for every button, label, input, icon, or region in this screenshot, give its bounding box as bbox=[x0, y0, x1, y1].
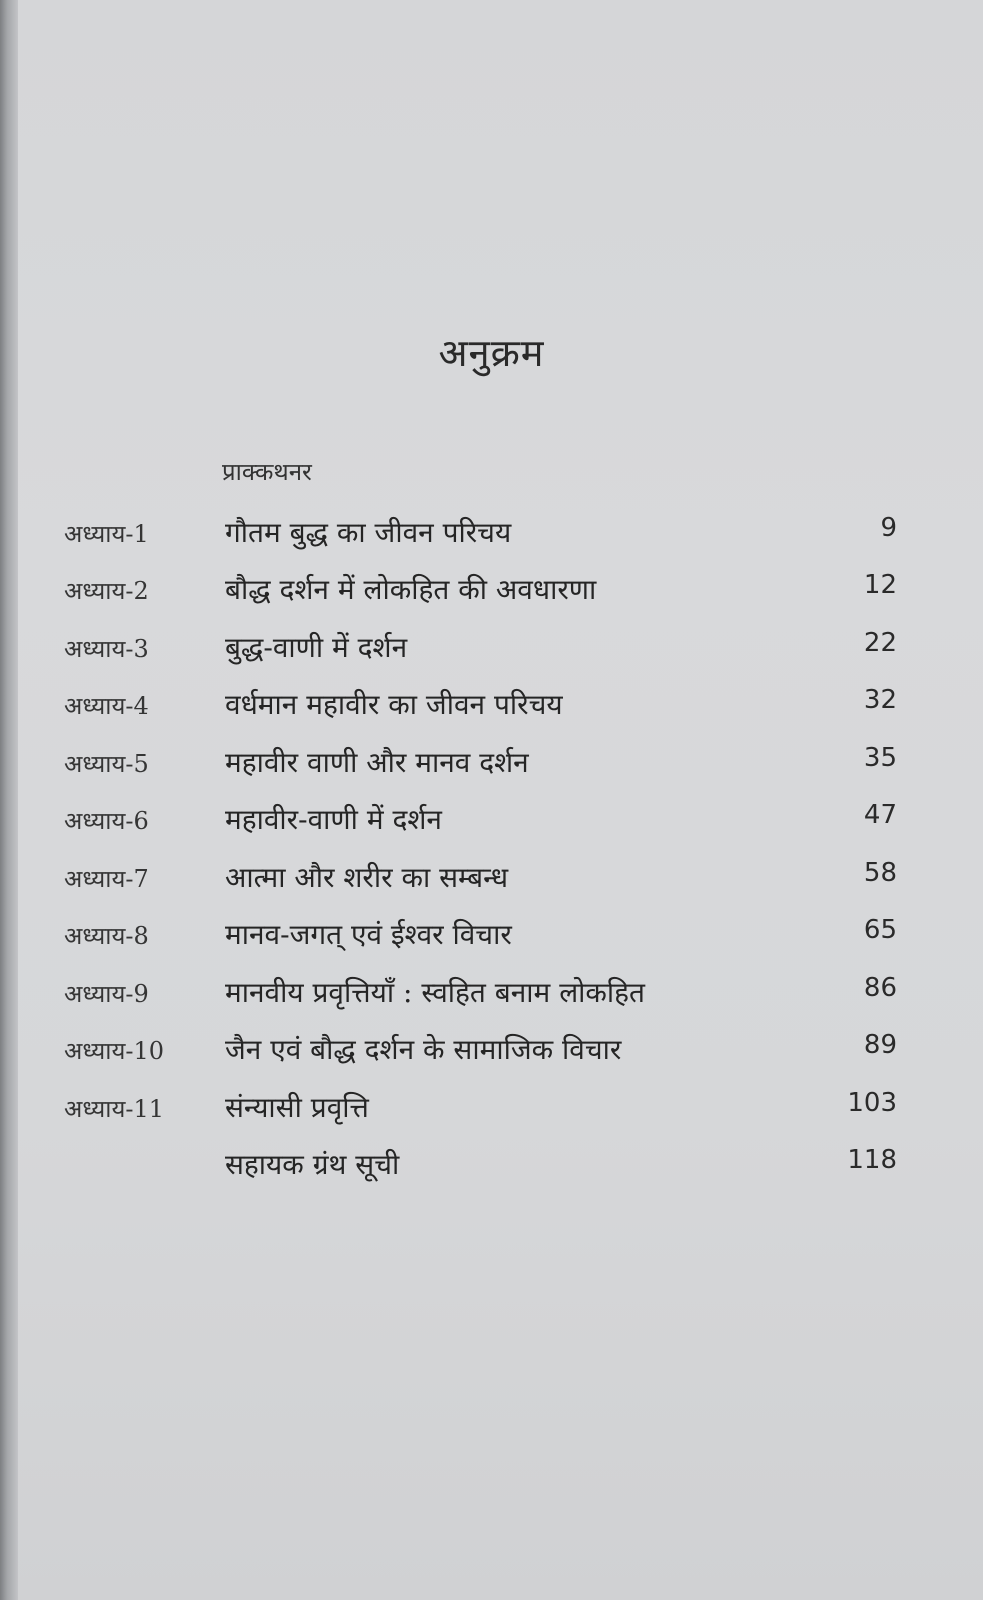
toc-chapter-title: बुद्ध-वाणी में दर्शन bbox=[225, 630, 408, 664]
toc-page-number: 22 bbox=[863, 627, 897, 658]
toc-preface-row bbox=[0, 455, 983, 513]
toc-chapter-number: अध्याय-2 bbox=[64, 577, 149, 605]
toc-chapter-title: जैन एवं बौद्ध दर्शन के सामाजिक विचार bbox=[225, 1033, 622, 1066]
toc-row bbox=[0, 800, 983, 858]
toc-chapter-title: बौद्ध दर्शन में लोकहित की अवधारणा bbox=[225, 573, 597, 606]
toc-chapter-number: अध्याय-10 bbox=[64, 1037, 165, 1065]
toc-chapter-title: सहायक ग्रंथ सूची bbox=[225, 1148, 400, 1181]
toc-page-number: 32 bbox=[863, 685, 897, 715]
toc-page-number: 58 bbox=[863, 857, 897, 888]
toc-row bbox=[0, 973, 983, 1031]
table-of-contents bbox=[0, 455, 983, 1203]
toc-preface: प्राक्कथनर bbox=[222, 458, 312, 486]
toc-page-number: 12 bbox=[863, 570, 897, 600]
toc-page-number: 65 bbox=[863, 915, 897, 945]
toc-page-number: 9 bbox=[880, 512, 897, 543]
toc-row bbox=[0, 628, 983, 686]
page-title: अनुक्रम bbox=[438, 331, 545, 375]
toc-chapter-number: अध्याय-1 bbox=[64, 519, 149, 548]
toc-chapter-number: अध्याय-5 bbox=[64, 749, 149, 778]
toc-chapter-number: अध्याय-8 bbox=[64, 922, 149, 950]
toc-chapter-title: महावीर वाणी और मानव दर्शन bbox=[225, 745, 529, 779]
toc-chapter-number: अध्याय-11 bbox=[64, 1094, 165, 1123]
toc-chapter-title: गौतम बुद्ध का जीवन परिचय bbox=[225, 515, 512, 549]
toc-page-number: 47 bbox=[863, 800, 897, 830]
toc-row bbox=[0, 858, 983, 916]
toc-row bbox=[0, 1030, 983, 1088]
toc-page-number: 86 bbox=[863, 972, 897, 1003]
toc-page-number: 35 bbox=[863, 742, 897, 773]
toc-chapter-number: अध्याय-3 bbox=[64, 634, 149, 663]
toc-page-number: 118 bbox=[847, 1145, 897, 1175]
toc-chapter-title: महावीर-वाणी में दर्शन bbox=[225, 803, 442, 836]
toc-chapter-number: अध्याय-9 bbox=[64, 979, 149, 1008]
toc-chapter-title: आत्मा और शरीर का सम्बन्ध bbox=[225, 860, 509, 894]
toc-chapter-number: अध्याय-7 bbox=[64, 864, 149, 893]
toc-chapter-title: संन्यासी प्रवृत्ति bbox=[225, 1090, 369, 1124]
toc-row bbox=[0, 685, 983, 743]
toc-row bbox=[0, 570, 983, 628]
toc-row bbox=[0, 513, 983, 571]
toc-chapter-title: मानवीय प्रवृत्तियाँ : स्वहित बनाम लोकहित bbox=[225, 975, 646, 1009]
toc-chapter-number: अध्याय-6 bbox=[64, 807, 149, 835]
toc-chapter-title: वर्धमान महावीर का जीवन परिचय bbox=[225, 688, 563, 721]
toc-row bbox=[0, 743, 983, 801]
toc-row bbox=[0, 915, 983, 973]
toc-page-number: 103 bbox=[847, 1087, 897, 1118]
toc-page-number: 89 bbox=[863, 1030, 897, 1060]
toc-row bbox=[0, 1088, 983, 1146]
toc-chapter-title: मानव-जगत् एवं ईश्वर विचार bbox=[225, 918, 512, 951]
toc-row bbox=[0, 1145, 983, 1203]
toc-chapter-number: अध्याय-4 bbox=[64, 692, 149, 720]
